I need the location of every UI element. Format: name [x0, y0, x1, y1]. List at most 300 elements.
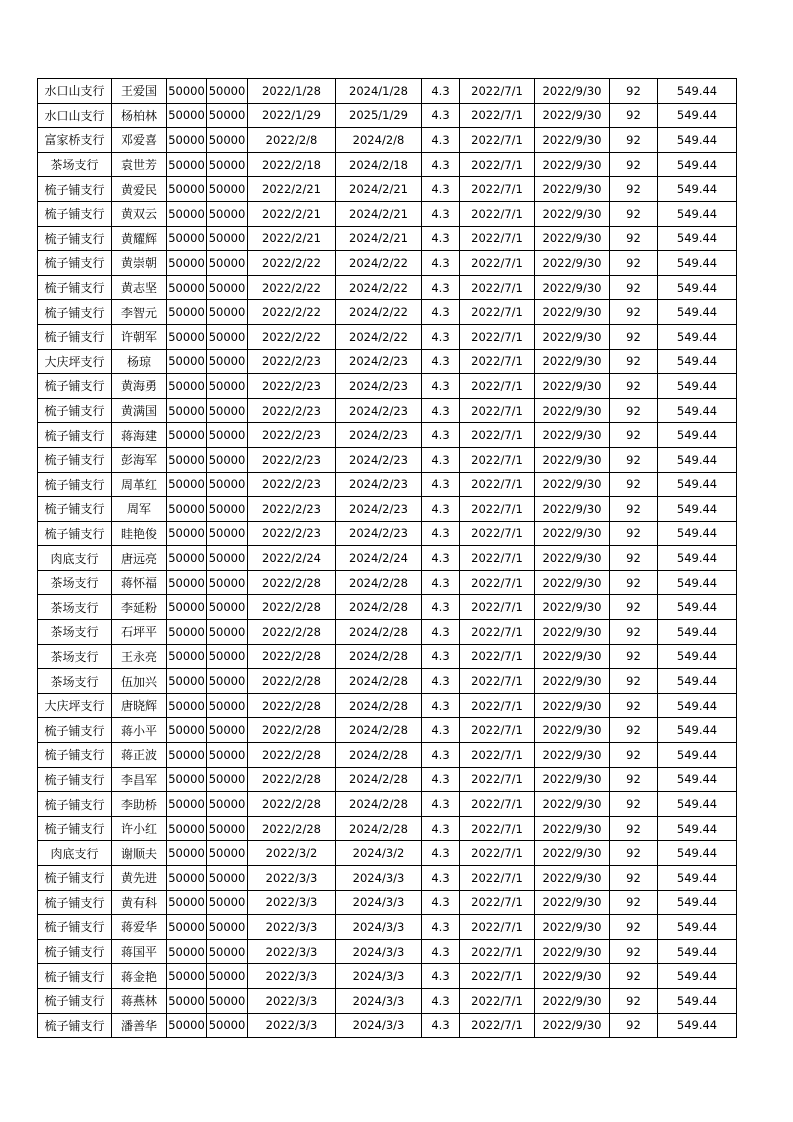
period-end-cell: 2022/9/30	[535, 890, 610, 915]
period-start-cell: 2022/7/1	[460, 152, 535, 177]
name-cell: 邓爱喜	[112, 128, 167, 153]
name-cell: 蒋正波	[112, 743, 167, 768]
end-date-cell: 2024/2/28	[336, 792, 422, 817]
rate-cell: 4.3	[422, 620, 460, 645]
table-row	[38, 841, 737, 866]
start-date-cell: 2022/2/28	[248, 792, 336, 817]
period-end-cell: 2022/9/30	[535, 447, 610, 472]
end-date-cell: 2024/2/28	[336, 570, 422, 595]
branch-cell: 水口山支行	[38, 103, 112, 128]
balance-cell: 50000	[207, 866, 248, 891]
start-date-cell: 2022/2/28	[248, 570, 336, 595]
days-cell: 92	[610, 324, 658, 349]
period-end-cell: 2022/9/30	[535, 767, 610, 792]
end-date-cell: 2024/3/3	[336, 1013, 422, 1038]
balance-cell: 50000	[207, 324, 248, 349]
table-row	[38, 177, 737, 202]
name-cell: 许小红	[112, 816, 167, 841]
start-date-cell: 2022/1/29	[248, 103, 336, 128]
table-body	[38, 79, 737, 1038]
amount-cell: 50000	[167, 226, 207, 251]
balance-cell: 50000	[207, 128, 248, 153]
table-row	[38, 693, 737, 718]
start-date-cell: 2022/2/23	[248, 521, 336, 546]
interest-cell: 549.44	[658, 743, 737, 768]
table-row	[38, 226, 737, 251]
days-cell: 92	[610, 374, 658, 399]
interest-cell: 549.44	[658, 644, 737, 669]
period-end-cell: 2022/9/30	[535, 546, 610, 571]
end-date-cell: 2024/2/23	[336, 472, 422, 497]
branch-cell: 茶场支行	[38, 644, 112, 669]
period-start-cell: 2022/7/1	[460, 79, 535, 104]
amount-cell: 50000	[167, 201, 207, 226]
rate-cell: 4.3	[422, 693, 460, 718]
days-cell: 92	[610, 423, 658, 448]
name-cell: 杨琼	[112, 349, 167, 374]
name-cell: 李昌军	[112, 767, 167, 792]
rate-cell: 4.3	[422, 324, 460, 349]
branch-cell: 富家桥支行	[38, 128, 112, 153]
balance-cell: 50000	[207, 374, 248, 399]
period-end-cell: 2022/9/30	[535, 816, 610, 841]
days-cell: 92	[610, 251, 658, 276]
days-cell: 92	[610, 743, 658, 768]
branch-cell: 梳子铺支行	[38, 915, 112, 940]
rate-cell: 4.3	[422, 1013, 460, 1038]
name-cell: 彭海军	[112, 447, 167, 472]
period-start-cell: 2022/7/1	[460, 398, 535, 423]
balance-cell: 50000	[207, 743, 248, 768]
table-row	[38, 816, 737, 841]
interest-cell: 549.44	[658, 472, 737, 497]
amount-cell: 50000	[167, 988, 207, 1013]
amount-cell: 50000	[167, 374, 207, 399]
rate-cell: 4.3	[422, 103, 460, 128]
period-end-cell: 2022/9/30	[535, 693, 610, 718]
branch-cell: 梳子铺支行	[38, 300, 112, 325]
period-start-cell: 2022/7/1	[460, 472, 535, 497]
period-start-cell: 2022/7/1	[460, 521, 535, 546]
branch-cell: 梳子铺支行	[38, 718, 112, 743]
period-start-cell: 2022/7/1	[460, 226, 535, 251]
period-start-cell: 2022/7/1	[460, 251, 535, 276]
branch-cell: 水口山支行	[38, 79, 112, 104]
table-row	[38, 152, 737, 177]
interest-cell: 549.44	[658, 1013, 737, 1038]
start-date-cell: 2022/2/22	[248, 275, 336, 300]
name-cell: 李助桥	[112, 792, 167, 817]
balance-cell: 50000	[207, 1013, 248, 1038]
table-row	[38, 521, 737, 546]
period-start-cell: 2022/7/1	[460, 1013, 535, 1038]
name-cell: 黄耀辉	[112, 226, 167, 251]
table-row	[38, 79, 737, 104]
period-start-cell: 2022/7/1	[460, 644, 535, 669]
interest-cell: 549.44	[658, 693, 737, 718]
branch-cell: 茶场支行	[38, 669, 112, 694]
rate-cell: 4.3	[422, 964, 460, 989]
days-cell: 92	[610, 890, 658, 915]
amount-cell: 50000	[167, 251, 207, 276]
period-end-cell: 2022/9/30	[535, 669, 610, 694]
table-row	[38, 767, 737, 792]
amount-cell: 50000	[167, 915, 207, 940]
start-date-cell: 2022/3/2	[248, 841, 336, 866]
rate-cell: 4.3	[422, 275, 460, 300]
name-cell: 黄满国	[112, 398, 167, 423]
period-end-cell: 2022/9/30	[535, 792, 610, 817]
days-cell: 92	[610, 792, 658, 817]
balance-cell: 50000	[207, 251, 248, 276]
interest-cell: 549.44	[658, 964, 737, 989]
period-end-cell: 2022/9/30	[535, 374, 610, 399]
balance-cell: 50000	[207, 988, 248, 1013]
end-date-cell: 2024/3/3	[336, 915, 422, 940]
branch-cell: 梳子铺支行	[38, 890, 112, 915]
amount-cell: 50000	[167, 718, 207, 743]
end-date-cell: 2024/2/28	[336, 644, 422, 669]
table-row	[38, 251, 737, 276]
amount-cell: 50000	[167, 324, 207, 349]
period-end-cell: 2022/9/30	[535, 472, 610, 497]
balance-cell: 50000	[207, 669, 248, 694]
period-end-cell: 2022/9/30	[535, 324, 610, 349]
table-row	[38, 447, 737, 472]
days-cell: 92	[610, 472, 658, 497]
period-end-cell: 2022/9/30	[535, 595, 610, 620]
days-cell: 92	[610, 866, 658, 891]
name-cell: 伍加兴	[112, 669, 167, 694]
start-date-cell: 2022/2/22	[248, 324, 336, 349]
end-date-cell: 2024/2/28	[336, 718, 422, 743]
days-cell: 92	[610, 177, 658, 202]
period-start-cell: 2022/7/1	[460, 669, 535, 694]
branch-cell: 梳子铺支行	[38, 447, 112, 472]
period-start-cell: 2022/7/1	[460, 570, 535, 595]
interest-cell: 549.44	[658, 841, 737, 866]
amount-cell: 50000	[167, 767, 207, 792]
branch-cell: 梳子铺支行	[38, 939, 112, 964]
amount-cell: 50000	[167, 939, 207, 964]
balance-cell: 50000	[207, 890, 248, 915]
interest-cell: 549.44	[658, 79, 737, 104]
branch-cell: 梳子铺支行	[38, 988, 112, 1013]
start-date-cell: 2022/3/3	[248, 964, 336, 989]
days-cell: 92	[610, 521, 658, 546]
start-date-cell: 2022/3/3	[248, 890, 336, 915]
branch-cell: 梳子铺支行	[38, 226, 112, 251]
amount-cell: 50000	[167, 152, 207, 177]
amount-cell: 50000	[167, 890, 207, 915]
days-cell: 92	[610, 275, 658, 300]
period-start-cell: 2022/7/1	[460, 497, 535, 522]
interest-cell: 549.44	[658, 423, 737, 448]
branch-cell: 梳子铺支行	[38, 866, 112, 891]
rate-cell: 4.3	[422, 447, 460, 472]
name-cell: 蒋怀福	[112, 570, 167, 595]
name-cell: 蒋金艳	[112, 964, 167, 989]
days-cell: 92	[610, 915, 658, 940]
interest-cell: 549.44	[658, 792, 737, 817]
end-date-cell: 2024/2/21	[336, 201, 422, 226]
start-date-cell: 2022/3/3	[248, 1013, 336, 1038]
days-cell: 92	[610, 398, 658, 423]
branch-cell: 梳子铺支行	[38, 177, 112, 202]
end-date-cell: 2024/2/22	[336, 300, 422, 325]
days-cell: 92	[610, 201, 658, 226]
days-cell: 92	[610, 300, 658, 325]
table-row	[38, 300, 737, 325]
start-date-cell: 2022/2/28	[248, 718, 336, 743]
table-row	[38, 669, 737, 694]
interest-cell: 549.44	[658, 866, 737, 891]
period-end-cell: 2022/9/30	[535, 915, 610, 940]
table-row	[38, 792, 737, 817]
end-date-cell: 2024/2/28	[336, 743, 422, 768]
table-row	[38, 964, 737, 989]
rate-cell: 4.3	[422, 939, 460, 964]
name-cell: 眭艳俊	[112, 521, 167, 546]
branch-cell: 梳子铺支行	[38, 374, 112, 399]
period-end-cell: 2022/9/30	[535, 177, 610, 202]
name-cell: 潘善华	[112, 1013, 167, 1038]
amount-cell: 50000	[167, 398, 207, 423]
rate-cell: 4.3	[422, 152, 460, 177]
interest-cell: 549.44	[658, 300, 737, 325]
days-cell: 92	[610, 1013, 658, 1038]
period-end-cell: 2022/9/30	[535, 251, 610, 276]
rate-cell: 4.3	[422, 915, 460, 940]
rate-cell: 4.3	[422, 816, 460, 841]
start-date-cell: 2022/2/18	[248, 152, 336, 177]
name-cell: 王爱国	[112, 79, 167, 104]
start-date-cell: 2022/2/21	[248, 177, 336, 202]
branch-cell: 梳子铺支行	[38, 497, 112, 522]
table-row	[38, 570, 737, 595]
name-cell: 黄崇朝	[112, 251, 167, 276]
branch-cell: 茶场支行	[38, 620, 112, 645]
balance-cell: 50000	[207, 693, 248, 718]
end-date-cell: 2024/3/3	[336, 939, 422, 964]
period-end-cell: 2022/9/30	[535, 128, 610, 153]
period-end-cell: 2022/9/30	[535, 152, 610, 177]
table-row	[38, 324, 737, 349]
amount-cell: 50000	[167, 816, 207, 841]
period-start-cell: 2022/7/1	[460, 275, 535, 300]
interest-cell: 549.44	[658, 275, 737, 300]
balance-cell: 50000	[207, 792, 248, 817]
interest-cell: 549.44	[658, 669, 737, 694]
period-end-cell: 2022/9/30	[535, 201, 610, 226]
balance-cell: 50000	[207, 103, 248, 128]
balance-cell: 50000	[207, 816, 248, 841]
days-cell: 92	[610, 546, 658, 571]
end-date-cell: 2024/2/8	[336, 128, 422, 153]
interest-cell: 549.44	[658, 349, 737, 374]
amount-cell: 50000	[167, 595, 207, 620]
period-start-cell: 2022/7/1	[460, 177, 535, 202]
amount-cell: 50000	[167, 1013, 207, 1038]
table-row	[38, 472, 737, 497]
days-cell: 92	[610, 152, 658, 177]
interest-cell: 549.44	[658, 718, 737, 743]
period-end-cell: 2022/9/30	[535, 275, 610, 300]
rate-cell: 4.3	[422, 79, 460, 104]
period-end-cell: 2022/9/30	[535, 841, 610, 866]
balance-cell: 50000	[207, 915, 248, 940]
name-cell: 蒋小平	[112, 718, 167, 743]
rate-cell: 4.3	[422, 398, 460, 423]
branch-cell: 梳子铺支行	[38, 767, 112, 792]
period-end-cell: 2022/9/30	[535, 988, 610, 1013]
end-date-cell: 2024/2/24	[336, 546, 422, 571]
branch-cell: 梳子铺支行	[38, 398, 112, 423]
amount-cell: 50000	[167, 128, 207, 153]
days-cell: 92	[610, 718, 658, 743]
period-start-cell: 2022/7/1	[460, 743, 535, 768]
balance-cell: 50000	[207, 447, 248, 472]
days-cell: 92	[610, 939, 658, 964]
interest-cell: 549.44	[658, 497, 737, 522]
rate-cell: 4.3	[422, 300, 460, 325]
period-end-cell: 2022/9/30	[535, 964, 610, 989]
start-date-cell: 2022/3/3	[248, 939, 336, 964]
name-cell: 蒋燕林	[112, 988, 167, 1013]
amount-cell: 50000	[167, 177, 207, 202]
balance-cell: 50000	[207, 152, 248, 177]
amount-cell: 50000	[167, 497, 207, 522]
rate-cell: 4.3	[422, 546, 460, 571]
end-date-cell: 2024/2/22	[336, 275, 422, 300]
table-row	[38, 939, 737, 964]
days-cell: 92	[610, 447, 658, 472]
end-date-cell: 2024/3/3	[336, 890, 422, 915]
end-date-cell: 2024/2/22	[336, 251, 422, 276]
rate-cell: 4.3	[422, 644, 460, 669]
branch-cell: 大庆坪支行	[38, 349, 112, 374]
rate-cell: 4.3	[422, 743, 460, 768]
period-end-cell: 2022/9/30	[535, 939, 610, 964]
period-end-cell: 2022/9/30	[535, 718, 610, 743]
amount-cell: 50000	[167, 447, 207, 472]
start-date-cell: 2022/2/23	[248, 497, 336, 522]
start-date-cell: 2022/2/22	[248, 251, 336, 276]
balance-cell: 50000	[207, 964, 248, 989]
period-end-cell: 2022/9/30	[535, 521, 610, 546]
end-date-cell: 2025/1/29	[336, 103, 422, 128]
start-date-cell: 2022/2/28	[248, 620, 336, 645]
end-date-cell: 2024/3/3	[336, 964, 422, 989]
start-date-cell: 2022/2/23	[248, 398, 336, 423]
amount-cell: 50000	[167, 79, 207, 104]
interest-cell: 549.44	[658, 324, 737, 349]
end-date-cell: 2024/2/23	[336, 374, 422, 399]
period-start-cell: 2022/7/1	[460, 767, 535, 792]
days-cell: 92	[610, 103, 658, 128]
balance-cell: 50000	[207, 521, 248, 546]
loan-table	[37, 78, 737, 1038]
interest-cell: 549.44	[658, 816, 737, 841]
balance-cell: 50000	[207, 398, 248, 423]
days-cell: 92	[610, 988, 658, 1013]
name-cell: 谢顺夫	[112, 841, 167, 866]
branch-cell: 梳子铺支行	[38, 251, 112, 276]
branch-cell: 梳子铺支行	[38, 324, 112, 349]
branch-cell: 茶场支行	[38, 595, 112, 620]
period-start-cell: 2022/7/1	[460, 595, 535, 620]
interest-cell: 549.44	[658, 374, 737, 399]
end-date-cell: 2024/2/21	[336, 226, 422, 251]
period-start-cell: 2022/7/1	[460, 201, 535, 226]
amount-cell: 50000	[167, 300, 207, 325]
name-cell: 唐远亮	[112, 546, 167, 571]
start-date-cell: 2022/2/21	[248, 226, 336, 251]
balance-cell: 50000	[207, 718, 248, 743]
start-date-cell: 2022/2/23	[248, 472, 336, 497]
start-date-cell: 2022/2/23	[248, 447, 336, 472]
rate-cell: 4.3	[422, 423, 460, 448]
end-date-cell: 2024/2/28	[336, 816, 422, 841]
branch-cell: 梳子铺支行	[38, 201, 112, 226]
interest-cell: 549.44	[658, 103, 737, 128]
amount-cell: 50000	[167, 964, 207, 989]
branch-cell: 肉底支行	[38, 546, 112, 571]
rate-cell: 4.3	[422, 177, 460, 202]
table-row	[38, 128, 737, 153]
amount-cell: 50000	[167, 669, 207, 694]
branch-cell: 梳子铺支行	[38, 792, 112, 817]
rate-cell: 4.3	[422, 718, 460, 743]
amount-cell: 50000	[167, 570, 207, 595]
table-row	[38, 497, 737, 522]
interest-cell: 549.44	[658, 570, 737, 595]
balance-cell: 50000	[207, 620, 248, 645]
days-cell: 92	[610, 349, 658, 374]
name-cell: 蒋海建	[112, 423, 167, 448]
start-date-cell: 2022/2/8	[248, 128, 336, 153]
start-date-cell: 2022/2/28	[248, 669, 336, 694]
start-date-cell: 2022/3/3	[248, 866, 336, 891]
name-cell: 黄先进	[112, 866, 167, 891]
days-cell: 92	[610, 570, 658, 595]
table-row	[38, 988, 737, 1013]
interest-cell: 549.44	[658, 128, 737, 153]
branch-cell: 梳子铺支行	[38, 472, 112, 497]
branch-cell: 梳子铺支行	[38, 275, 112, 300]
table-row	[38, 349, 737, 374]
end-date-cell: 2024/2/21	[336, 177, 422, 202]
rate-cell: 4.3	[422, 201, 460, 226]
amount-cell: 50000	[167, 349, 207, 374]
rate-cell: 4.3	[422, 497, 460, 522]
name-cell: 李智元	[112, 300, 167, 325]
end-date-cell: 2024/2/22	[336, 324, 422, 349]
period-end-cell: 2022/9/30	[535, 79, 610, 104]
rate-cell: 4.3	[422, 595, 460, 620]
period-start-cell: 2022/7/1	[460, 693, 535, 718]
name-cell: 唐晓辉	[112, 693, 167, 718]
period-end-cell: 2022/9/30	[535, 743, 610, 768]
name-cell: 蒋国平	[112, 939, 167, 964]
start-date-cell: 2022/1/28	[248, 79, 336, 104]
name-cell: 许朝军	[112, 324, 167, 349]
amount-cell: 50000	[167, 620, 207, 645]
end-date-cell: 2024/2/28	[336, 595, 422, 620]
start-date-cell: 2022/2/28	[248, 693, 336, 718]
period-end-cell: 2022/9/30	[535, 423, 610, 448]
period-start-cell: 2022/7/1	[460, 374, 535, 399]
